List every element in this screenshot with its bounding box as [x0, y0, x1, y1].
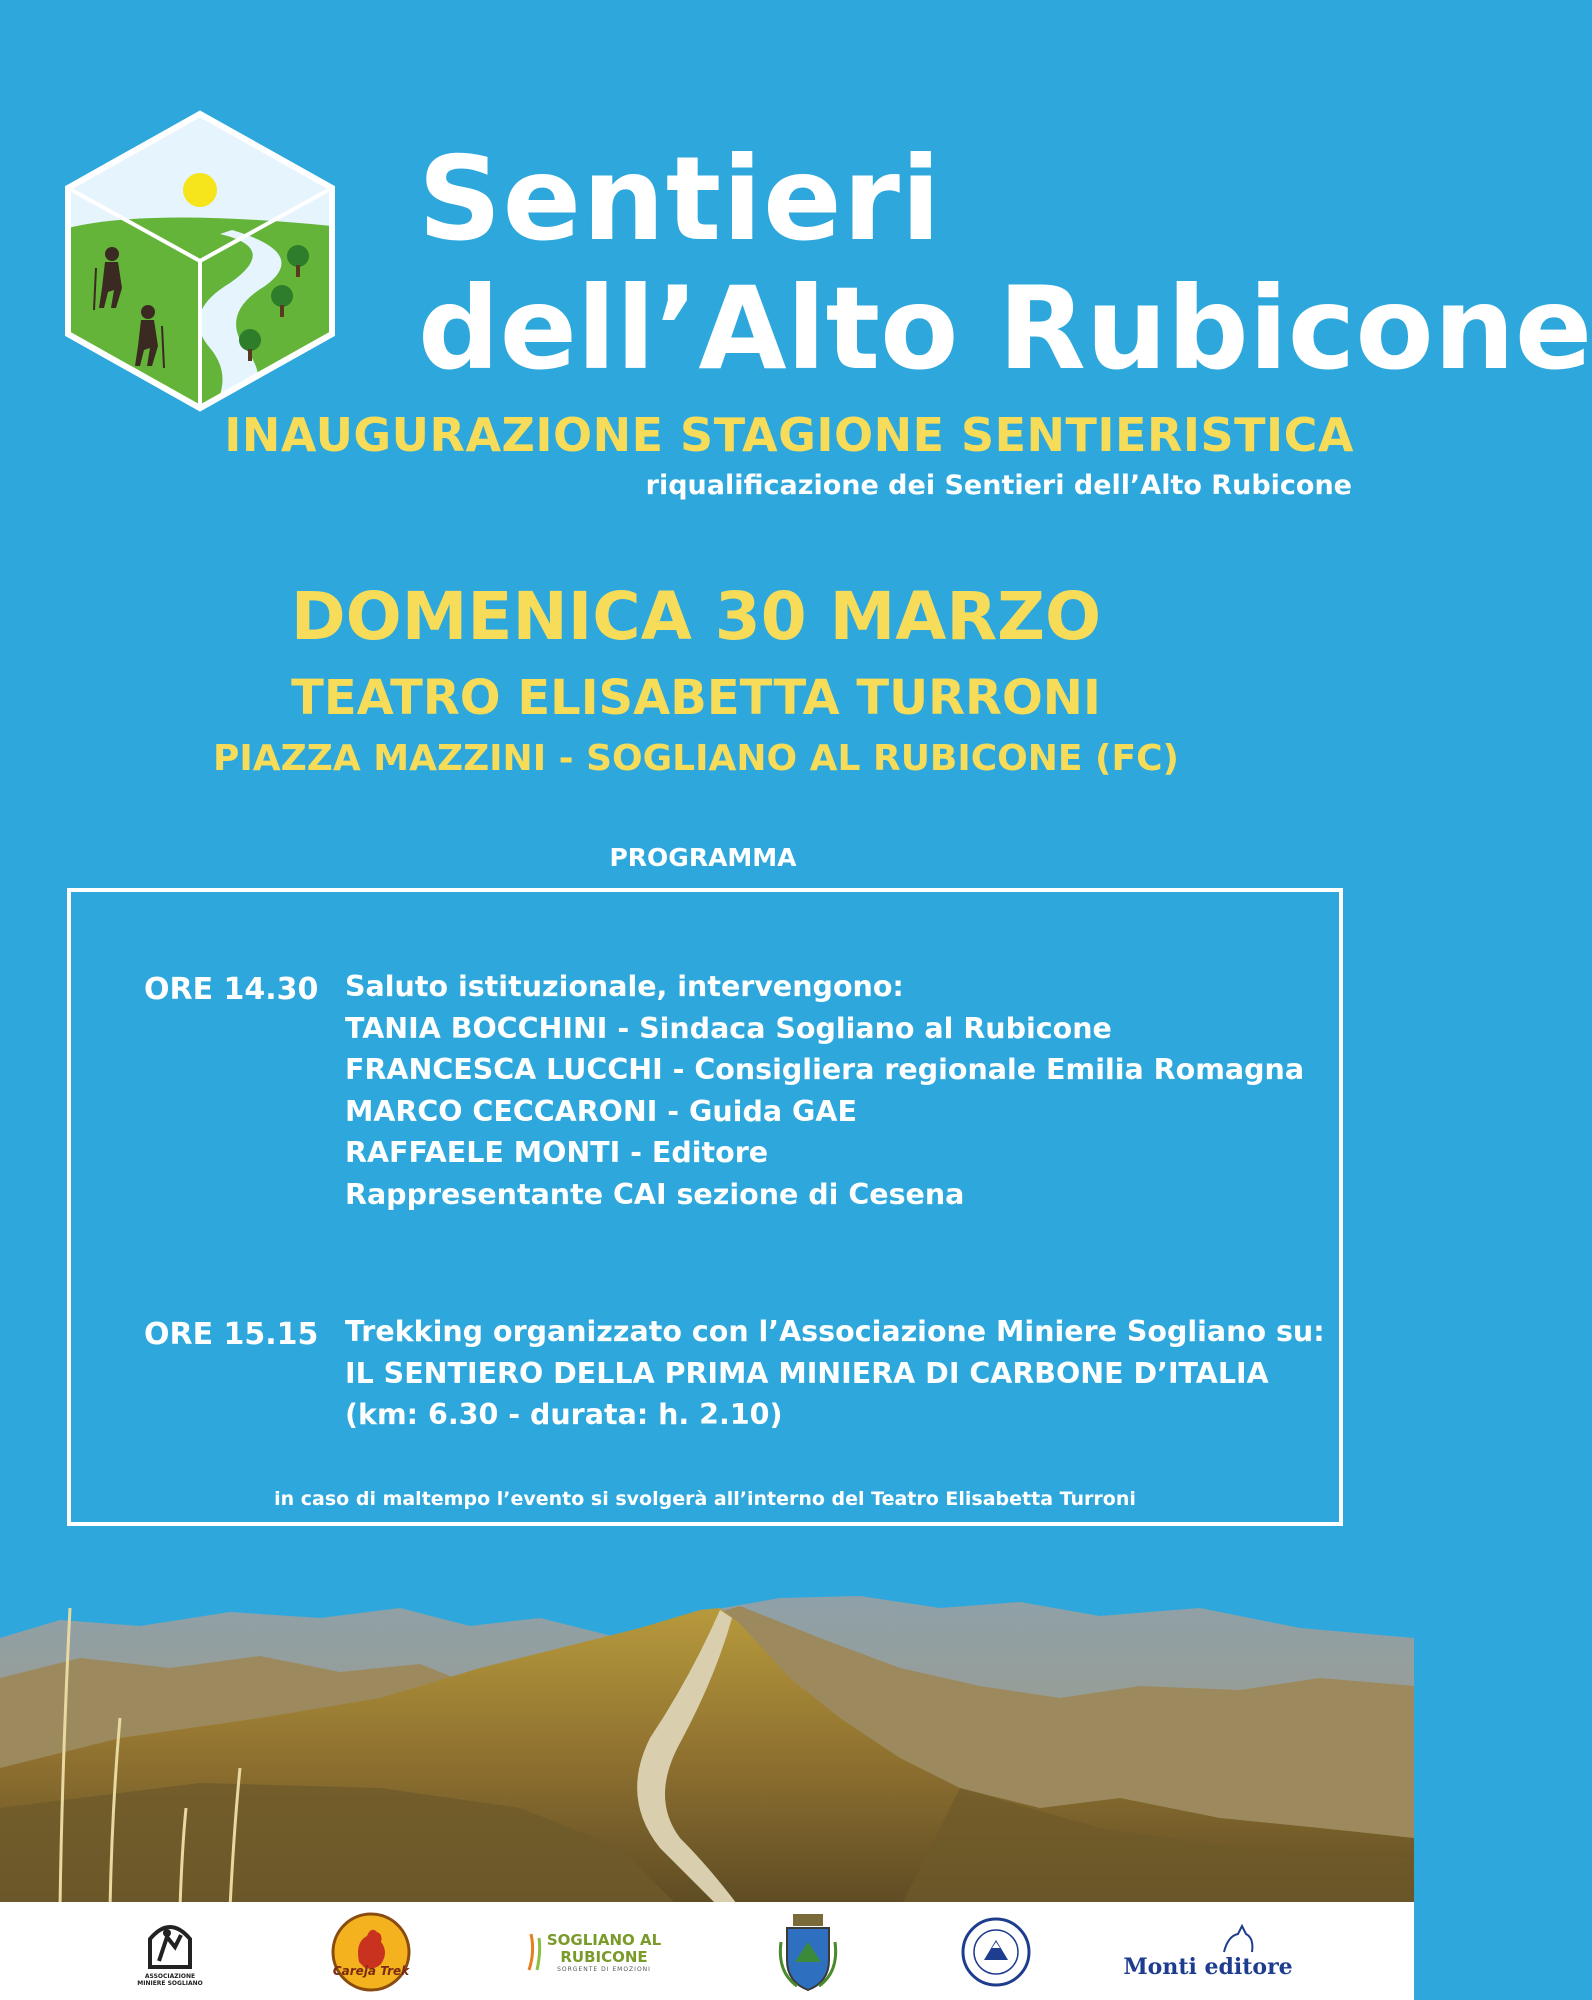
event-address: PIAZZA MAZZINI - SOGLIANO AL RUBICONE (FC) — [213, 738, 1179, 779]
program-box — [67, 888, 1343, 1526]
sponsor-cai-name — [996, 1952, 997, 1953]
sponsor-sogliano — [525, 1912, 665, 1992]
program-time: ORE 15.15 — [144, 1317, 319, 1352]
mountain-landscape-image — [0, 1568, 1414, 1908]
program-line: TANIA BOCCHINI - Sindaca Sogliano al Rubicone — [345, 1011, 1112, 1045]
sponsor-careja-name: Careja Trek — [332, 1964, 410, 1978]
event-venue: TEATRO ELISABETTA TURRONI — [291, 670, 1101, 726]
weather-note: in caso di maltempo l’evento si svolgerà all’interno del Teatro Elisabetta Turroni — [274, 1488, 1136, 1510]
sponsor-miniere-name: ASSOCIAZIONE MINIERE SOGLIANO — [137, 1973, 203, 1987]
program-line: FRANCESCA LUCCHI - Consigliera regionale Emilia Romagna — [345, 1053, 1305, 1086]
program-line: (km: 6.30 - durata: h. 2.10) — [345, 1398, 783, 1431]
hexagon-trail-logo-icon — [60, 108, 340, 414]
wolf-icon — [1218, 1924, 1258, 1954]
event-heading: INAUGURAZIONE STAGIONE SENTIERISTICA — [224, 408, 1354, 462]
program-title: PROGRAMMA — [609, 843, 797, 872]
miniere-logo-icon — [145, 1917, 195, 1969]
sponsor-cai — [958, 1912, 1034, 1992]
sogliano-logo-icon — [525, 1932, 545, 1972]
title-line-1: Sentieri — [418, 132, 942, 267]
sponsors-footer — [0, 1902, 1414, 2000]
careja-rooster-icon — [331, 1912, 411, 1992]
program-line: Rappresentante CAI sezione di Cesena — [345, 1177, 965, 1211]
sponsor-careja — [330, 1912, 412, 1992]
program-item-1 — [345, 966, 1304, 1215]
sponsor-monti-name: Monti editore — [1123, 1954, 1293, 1980]
program-line: RAFFAELE MONTI - Editore — [345, 1136, 769, 1169]
sponsor-monti — [1123, 1912, 1293, 1992]
sponsor-miniere — [130, 1912, 210, 1992]
program-line: MARCO CECCARONI - Guida GAE — [345, 1094, 857, 1128]
coat-of-arms-icon — [777, 1912, 839, 1992]
event-subheading: riqualificazione dei Sentieri dell’Alto Rubicone — [645, 470, 1352, 501]
program-line: IL SENTIERO DELLA PRIMA MINIERA DI CARBONE D’ITALIA — [345, 1356, 1269, 1390]
sponsor-comune — [775, 1912, 841, 1992]
sponsor-sogliano-tagline: SORGENTE DI EMOZIONI — [557, 1965, 651, 1973]
program-time: ORE 14.30 — [144, 972, 319, 1007]
sponsor-sogliano-name: SOGLIANO AL RUBICONE — [546, 1930, 662, 1966]
title-line-2: dell’Alto Rubicone — [418, 262, 1592, 395]
program-item-2 — [345, 1311, 1325, 1436]
program-line: Trekking organizzato con l’Associazione Miniere Sogliano su: — [345, 1315, 1325, 1348]
event-date: DOMENICA 30 MARZO — [290, 578, 1102, 655]
program-line: Saluto istituzionale, intervengono: — [345, 970, 904, 1003]
